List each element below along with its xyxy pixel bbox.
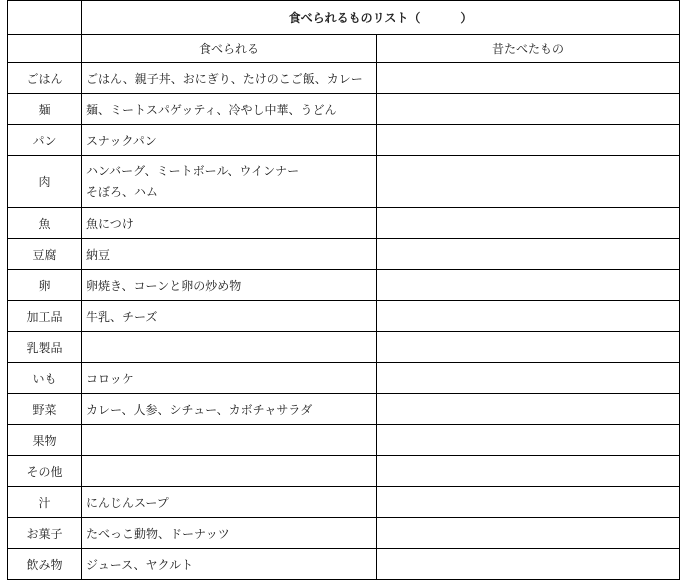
food-list-table <box>7 0 680 580</box>
category-cell[interactable]: 加工品 <box>8 301 82 332</box>
past-foods-cell[interactable] <box>377 425 680 456</box>
category-cell[interactable]: 果物 <box>8 425 82 456</box>
foods-line: そぼろ、ハム <box>86 184 159 199</box>
past-foods-cell[interactable] <box>377 301 680 332</box>
past-foods-cell[interactable] <box>377 487 680 518</box>
past-foods-cell[interactable] <box>377 125 680 156</box>
foods-cell[interactable]: 牛乳、チーズ <box>82 301 377 332</box>
category-cell[interactable]: お菓子 <box>8 518 82 549</box>
category-cell[interactable]: その他 <box>8 456 82 487</box>
title-row <box>8 1 680 35</box>
list-title: 食べられるものリスト <box>288 11 409 25</box>
category-cell[interactable]: ごはん <box>8 63 82 94</box>
foods-cell[interactable]: カレー、人参、シチュー、カボチャサラダ <box>82 394 377 425</box>
title-close-paren: ） <box>460 11 473 25</box>
title-cell[interactable] <box>82 1 680 35</box>
foods-cell[interactable]: 卵焼き、コーンと卵の炒め物 <box>82 270 377 301</box>
past-foods-cell[interactable] <box>377 549 680 580</box>
foods-cell[interactable] <box>82 425 377 456</box>
past-foods-cell[interactable] <box>377 456 680 487</box>
corner-cell[interactable] <box>8 1 82 35</box>
table-row <box>8 156 680 208</box>
foods-cell[interactable]: 納豆 <box>82 239 377 270</box>
header-can-eat[interactable]: 食べられる <box>82 35 377 63</box>
past-foods-cell[interactable] <box>377 518 680 549</box>
foods-cell[interactable]: たべっこ動物、ドーナッツ <box>82 518 377 549</box>
past-foods-cell[interactable] <box>377 63 680 94</box>
category-cell[interactable]: 野菜 <box>8 394 82 425</box>
foods-cell[interactable]: スナックパン <box>82 125 377 156</box>
category-cell[interactable]: 卵 <box>8 270 82 301</box>
table-row <box>8 208 680 239</box>
category-cell[interactable]: 乳製品 <box>8 332 82 363</box>
table-row <box>8 394 680 425</box>
table-row <box>8 518 680 549</box>
past-foods-cell[interactable] <box>377 394 680 425</box>
foods-cell[interactable]: ごはん、親子丼、おにぎり、たけのこご飯、カレー <box>82 63 377 94</box>
table-row <box>8 487 680 518</box>
category-cell[interactable]: いも <box>8 363 82 394</box>
category-cell[interactable]: 飲み物 <box>8 549 82 580</box>
past-foods-cell[interactable] <box>377 363 680 394</box>
foods-cell[interactable]: ジュース、ヤクルト <box>82 549 377 580</box>
foods-cell[interactable]: コロッケ <box>82 363 377 394</box>
header-used-to-eat[interactable]: 昔たべたもの <box>377 35 680 63</box>
foods-cell[interactable] <box>82 156 377 208</box>
foods-cell[interactable]: にんじんスープ <box>82 487 377 518</box>
category-cell[interactable]: 麺 <box>8 94 82 125</box>
table-row <box>8 94 680 125</box>
foods-cell[interactable]: 魚につけ <box>82 208 377 239</box>
past-foods-cell[interactable] <box>377 94 680 125</box>
past-foods-cell[interactable] <box>377 270 680 301</box>
table-row <box>8 239 680 270</box>
foods-cell[interactable] <box>82 456 377 487</box>
category-cell[interactable]: 肉 <box>8 156 82 208</box>
past-foods-cell[interactable] <box>377 208 680 239</box>
past-foods-cell[interactable] <box>377 332 680 363</box>
category-cell[interactable]: 汁 <box>8 487 82 518</box>
table-row <box>8 63 680 94</box>
table-row <box>8 125 680 156</box>
category-cell[interactable]: パン <box>8 125 82 156</box>
category-cell[interactable]: 魚 <box>8 208 82 239</box>
foods-line: ハンバーグ、ミートボール、ウインナー <box>86 163 300 178</box>
header-row <box>8 35 680 63</box>
past-foods-cell[interactable] <box>377 239 680 270</box>
table-row <box>8 363 680 394</box>
table-row <box>8 425 680 456</box>
table-row <box>8 456 680 487</box>
foods-cell[interactable]: 麺、ミートスパゲッティ、冷やし中華、うどん <box>82 94 377 125</box>
foods-cell[interactable] <box>82 332 377 363</box>
title-open-paren: （ <box>408 11 421 25</box>
category-cell[interactable]: 豆腐 <box>8 239 82 270</box>
table-row <box>8 270 680 301</box>
table-row <box>8 332 680 363</box>
past-foods-cell[interactable] <box>377 156 680 208</box>
header-corner-cell[interactable] <box>8 35 82 63</box>
table-row <box>8 549 680 580</box>
table-row <box>8 301 680 332</box>
